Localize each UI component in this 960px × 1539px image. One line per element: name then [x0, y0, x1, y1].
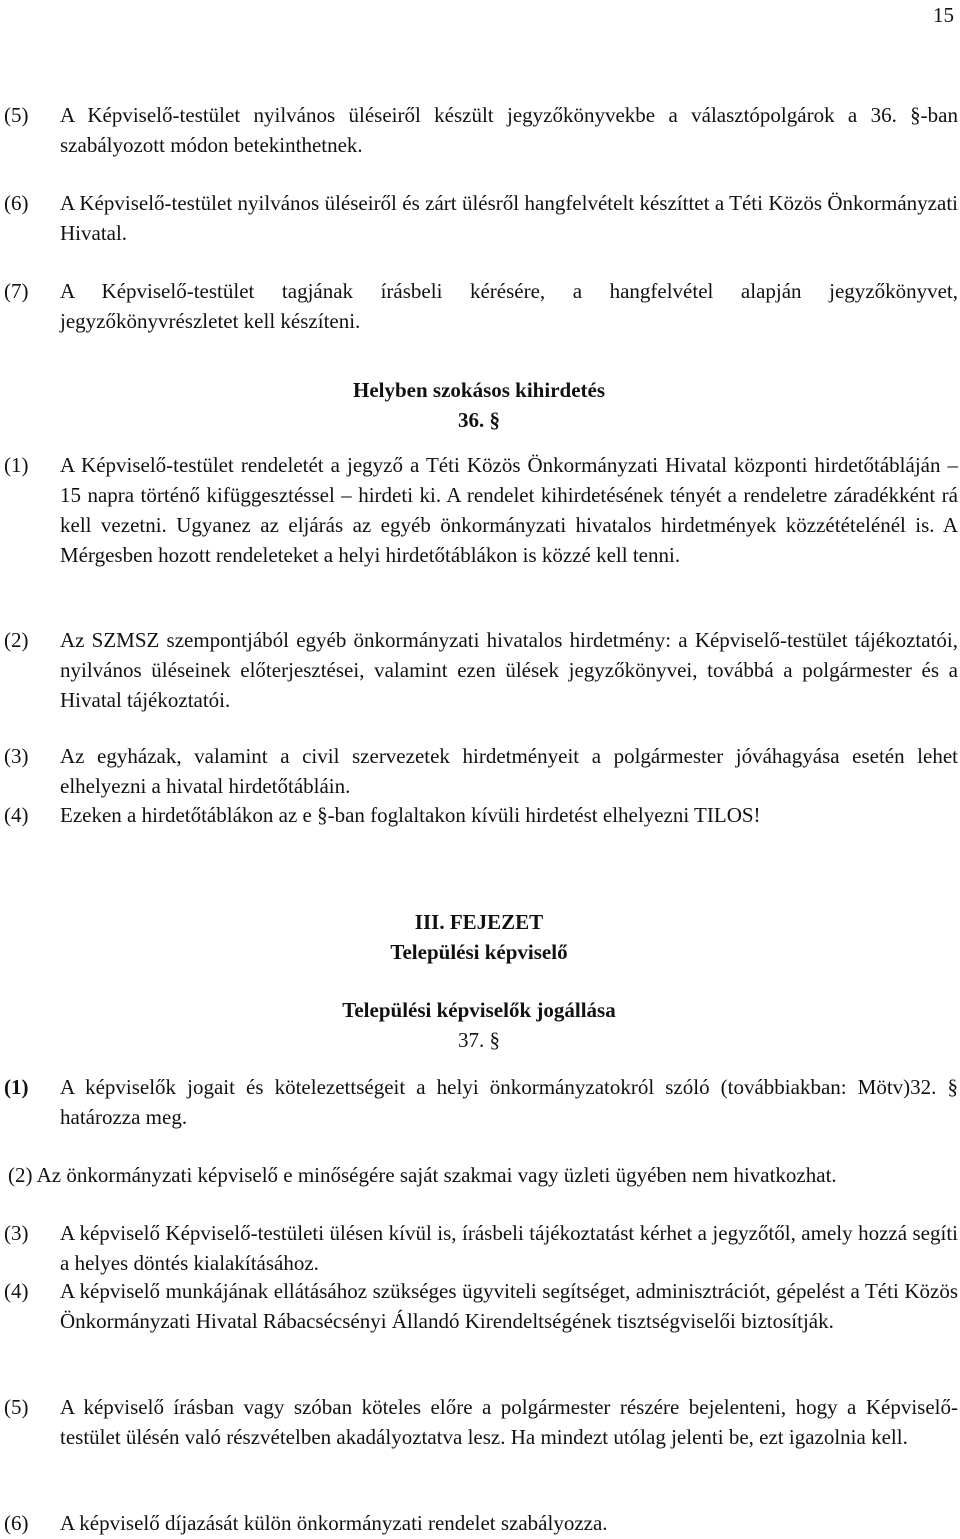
paragraph-text: A Képviselő-testület rendeletét a jegyző a Téti Közös Önkormányzati Hivatal központi hirdetőtábláján ‒ 15 napra történő kifüggesztéssel ‒ hirdeti ki. A rendelet kihirdetésének tényét a rendeletre záradékként rá kell vezetni. Ugyanez az eljárás az egyéb önkormányzati hivatalos hirdetmények közzétételénél is. A Mérgesben hozott rendeleteket a helyi hirdetőtáblákon is közzé kell tenni.: [60, 453, 958, 567]
paragraph-text: A képviselő munkájának ellátásához szükséges ügyviteli segítséget, adminisztrációt, gépelést a Téti Közös Önkormányzati Hivatal Rábacsécsényi Állandó Kirendeltségének tisztségviselői biztosítják.: [60, 1279, 958, 1333]
paragraph-text: Ezeken a hirdetőtáblákon az e §-ban foglaltakon kívüli hirdetést elhelyezni TILOS!: [60, 803, 761, 827]
paragraph-number: (1): [4, 1075, 29, 1099]
paragraph-text: A képviselő írásban vagy szóban köteles előre a polgármester részére bejelenteni, hogy a Képviselő-testület ülésén való részvételben akadályoztatva lesz. Ha mindezt utólag jelenti be, ezt igazolnia kell.: [60, 1395, 958, 1449]
paragraph-number: (4): [4, 1279, 29, 1303]
paragraph-36-3: [0, 741, 958, 801]
paragraph-number: (1): [4, 453, 29, 477]
section-number: 36. §: [458, 408, 500, 432]
paragraph-number: (2): [4, 628, 29, 652]
paragraph-35-5: [0, 100, 958, 160]
paragraph-number: (6): [4, 191, 29, 215]
paragraph-body: Az önkormányzati képviselő e minőségére saját szakmai vagy üzleti ügyében nem hivatkozhat.: [36, 1163, 837, 1187]
paragraph-35-7: [0, 276, 958, 336]
paragraph-37-6: [0, 1508, 958, 1538]
paragraph-number: (4): [4, 803, 29, 827]
section-heading: Helyben szokásos kihirdetés: [352, 378, 606, 402]
paragraph-text: A Képviselő-testület nyilvános üléseiről készült jegyzőkönyvekbe a választópolgárok a 36. §-ban szabályozott módon betekinthetnek.: [60, 103, 958, 157]
paragraph-36-2: [0, 625, 958, 715]
chapter-title: III. FEJEZET: [414, 910, 544, 934]
section-heading: Települési képviselők jogállása: [342, 998, 616, 1022]
paragraph-text: A képviselő díjazását külön önkormányzati rendelet szabályozza.: [60, 1511, 608, 1535]
chapter-subtitle: Települési képviselő: [390, 940, 568, 964]
paragraph-number: (7): [4, 279, 29, 303]
paragraph-37-4: [0, 1276, 958, 1336]
paragraph-text: A Képviselő-testület tagjának írásbeli kérésére, a hangfelvétel alapján jegyzőkönyvet, jegyzőkönyvrészletet kell készíteni.: [60, 279, 958, 333]
paragraph-text: A képviselők jogait és kötelezettségeit a helyi önkormányzatokról szóló (továbbiakban: Mötv)32. § határozza meg.: [60, 1075, 958, 1129]
paragraph-text: Az SZMSZ szempontjából egyéb önkormányzati hivatalos hirdetmény: a Képviselő-testület tájékoztatói, nyilvános üléseinek előterjesztései, valamint ezen ülések jegyzőkönyvei, továbbá a polgármester és a Hivatal tájékoztatói.: [60, 628, 958, 712]
paragraph-number: (5): [4, 1395, 29, 1419]
paragraph-text: A Képviselő-testület nyilvános üléseiről és zárt ülésről hangfelvételt készíttet a Téti Közös Önkormányzati Hivatal.: [60, 191, 958, 245]
paragraph-36-1: [0, 450, 958, 570]
paragraph-37-1: [0, 1072, 958, 1132]
paragraph-number: (3): [4, 1221, 29, 1245]
paragraph-number: (5): [4, 103, 29, 127]
paragraph-text: [8, 1160, 946, 1190]
page-number: 15: [933, 3, 954, 27]
paragraph-36-4: [0, 800, 958, 830]
paragraph-number: (3): [4, 744, 29, 768]
paragraph-37-2: [8, 1160, 946, 1190]
paragraph-number: (2): [8, 1163, 33, 1187]
paragraph-number: (6): [4, 1511, 29, 1535]
section-number: 37. §: [458, 1028, 500, 1052]
paragraph-text: A képviselő Képviselő-testületi ülésen kívül is, írásbeli tájékoztatást kérhet a jegyzőtől, amely hozzá segíti a helyes döntés kialakításához.: [60, 1221, 958, 1275]
paragraph-text: Az egyházak, valamint a civil szervezetek hirdetményeit a polgármester jóváhagyása esetén lehet elhelyezni a hivatal hirdetőtábláin.: [60, 744, 958, 798]
paragraph-37-5: [0, 1392, 958, 1452]
paragraph-37-3: [0, 1218, 958, 1278]
paragraph-35-6: [0, 188, 958, 248]
